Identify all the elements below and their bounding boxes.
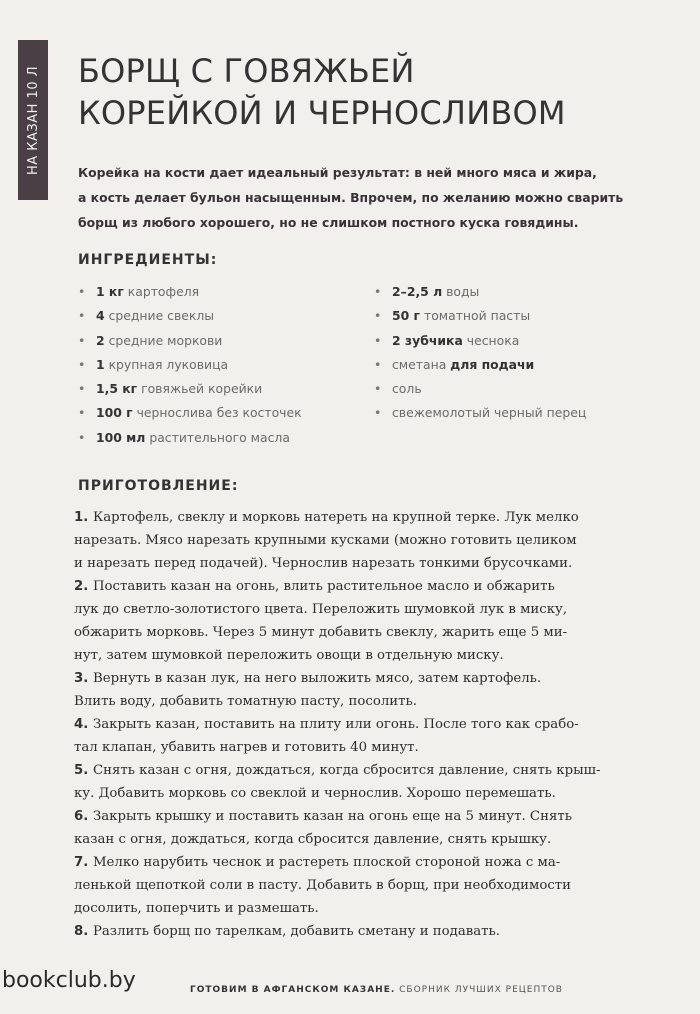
ingredient-text: томатной пасты xyxy=(420,308,531,324)
step-text: Снять казан с огня, дождаться, когда сбросится давление, снять крыш- xyxy=(92,763,601,778)
step-line xyxy=(74,805,634,828)
recipe-title xyxy=(78,50,566,134)
step-line xyxy=(74,529,634,552)
ingredient-item xyxy=(78,401,302,425)
step-text: казан с огня, дождаться, когда сбросится давление, снять крышку. xyxy=(74,832,552,847)
step-text: ленькой щепоткой соли в пасту. Добавить в борщ, при необходимости xyxy=(74,878,571,893)
ingredient-item xyxy=(78,304,302,328)
ingredient-text: сметана xyxy=(392,356,451,372)
ingredient-text: воды xyxy=(442,284,480,299)
ingredients-list-left xyxy=(78,280,302,450)
step-line xyxy=(74,897,634,920)
step-text: лук до светло-золотистого цвета. Переложить шумовкой лук в миску, xyxy=(74,602,568,617)
step-text: Поставить казан на огонь, влить растительное масло и обжарить xyxy=(92,579,555,594)
ingredient-amount: 4 xyxy=(96,308,105,324)
step-number: 4. xyxy=(74,717,93,732)
step-text: Закрыть крышку и поставить казан на огонь еще на 5 минут. Снять xyxy=(92,809,572,824)
step-text: ку. Добавить морковь со свеклой и чернослив. Хорошо перемешать. xyxy=(74,786,556,801)
step-line xyxy=(74,506,634,529)
ingredient-text: средние моркови xyxy=(104,332,223,348)
ingredient-amount: 2 зубчика xyxy=(392,332,463,348)
step-line xyxy=(74,598,634,621)
ingredient-text: соль xyxy=(392,381,422,397)
step-text: и нарезать перед подачей). Чернослив нарезать тонкими брусочками. xyxy=(74,556,573,571)
ingredient-amount: 2–2,5 л xyxy=(392,284,443,299)
ingredients-list-right xyxy=(374,280,586,426)
intro-line: Корейка на кости дает идеальный результат: в ней много мяса и жира, xyxy=(78,165,597,180)
method-steps xyxy=(74,506,634,943)
ingredient-text: чернослива без косточек xyxy=(132,405,302,421)
step-text: Разлить борщ по тарелкам, добавить сметану и подавать. xyxy=(92,924,501,939)
ingredient-item xyxy=(78,329,302,353)
ingredient-text: средние свеклы xyxy=(104,308,215,324)
ingredient-amount: 50 г xyxy=(392,308,421,324)
ingredient-item xyxy=(374,377,586,401)
ingredient-text: крупная луковица xyxy=(104,356,229,372)
ingredient-item xyxy=(78,377,302,401)
ingredient-amount: 1,5 кг xyxy=(96,381,138,397)
step-text: Закрыть казан, поставить на плиту или огонь. После того как срабо- xyxy=(92,717,579,732)
step-line xyxy=(74,552,634,575)
ingredient-text: говяжьей корейки xyxy=(137,381,263,397)
step-line xyxy=(74,667,634,690)
step-line xyxy=(74,644,634,667)
step-line xyxy=(74,782,634,805)
step-text: Мелко нарубить чеснок и растереть плоской стороной ножа с ма- xyxy=(92,855,561,870)
step-line xyxy=(74,828,634,851)
step-text: Картофель, свеклу и морковь натереть на крупной терке. Лук мелко xyxy=(92,510,579,525)
ingredient-item xyxy=(78,353,302,377)
step-number: 6. xyxy=(74,809,93,824)
ingredient-item xyxy=(374,280,586,304)
step-number: 7. xyxy=(74,855,93,870)
step-line xyxy=(74,851,634,874)
step-text: досолить, поперчить и размешать. xyxy=(74,901,319,916)
ingredient-amount: 100 г xyxy=(96,405,133,421)
step-text: нут, затем шумовкой переложить овощи в отдельную миску. xyxy=(74,648,504,663)
ingredient-text: чеснока xyxy=(462,332,520,348)
step-line xyxy=(74,736,634,759)
ingredient-text: картофеля xyxy=(123,284,200,299)
ingredient-item xyxy=(374,353,586,377)
step-number: 3. xyxy=(74,671,93,686)
ingredient-item xyxy=(374,304,586,328)
title-line: КОРЕЙКОЙ И ЧЕРНОСЛИВОМ xyxy=(78,94,566,132)
method-heading: ПРИГОТОВЛЕНИЕ: xyxy=(78,478,239,494)
ingredient-item xyxy=(374,329,586,353)
title-line: БОРЩ С ГОВЯЖЬЕЙ xyxy=(78,52,415,90)
step-line xyxy=(74,920,634,943)
step-text: тал клапан, убавить нагрев и готовить 40 минут. xyxy=(74,740,419,755)
step-number: 1. xyxy=(74,510,93,525)
ingredient-amount: 1 xyxy=(96,356,105,372)
step-number: 5. xyxy=(74,763,93,778)
page-footer xyxy=(190,985,563,995)
intro-line: а кость делает бульон насыщенным. Впрочем, по желанию можно сварить xyxy=(78,190,624,205)
ingredient-item xyxy=(78,280,302,304)
step-line xyxy=(74,713,634,736)
step-line xyxy=(74,621,634,644)
step-line xyxy=(74,690,634,713)
watermark: bookclub.by xyxy=(2,968,136,993)
ingredient-text: растительного масла xyxy=(145,429,290,445)
side-tab-label: НА КАЗАН 10 Л xyxy=(25,65,41,175)
intro-line: борщ из любого хорошего, но не слишком постного куска говядины. xyxy=(78,215,579,230)
step-text: Вернуть в казан лук, на него выложить мясо, затем картофель. xyxy=(92,671,542,686)
ingredient-amount: 1 кг xyxy=(96,284,124,299)
ingredient-item xyxy=(374,401,586,425)
step-number: 2. xyxy=(74,579,93,594)
ingredients-heading: ИНГРЕДИЕНТЫ: xyxy=(78,252,218,268)
ingredient-amount: 100 мл xyxy=(96,429,146,445)
footer-subtitle: СБОРНИК ЛУЧШИХ РЕЦЕПТОВ xyxy=(395,985,563,995)
step-text: нарезать. Мясо нарезать крупными кусками (можно готовить целиком xyxy=(74,533,577,548)
step-text: обжарить морковь. Через 5 минут добавить свеклу, жарить еще 5 ми- xyxy=(74,625,568,640)
step-line xyxy=(74,575,634,598)
step-line xyxy=(74,759,634,782)
ingredient-amount: 2 xyxy=(96,332,105,348)
step-number: 8. xyxy=(74,924,93,939)
ingredient-item xyxy=(78,426,302,450)
recipe-intro xyxy=(78,160,624,235)
step-line xyxy=(74,874,634,897)
side-tab xyxy=(18,40,48,200)
step-text: Влить воду, добавить томатную пасту, посолить. xyxy=(74,694,417,709)
ingredient-text: свежемолотый черный перец xyxy=(392,405,587,421)
ingredient-note: для подачи xyxy=(450,356,535,372)
footer-book-title: ГОТОВИМ В АФГАНСКОМ КАЗАНЕ. xyxy=(190,985,396,995)
